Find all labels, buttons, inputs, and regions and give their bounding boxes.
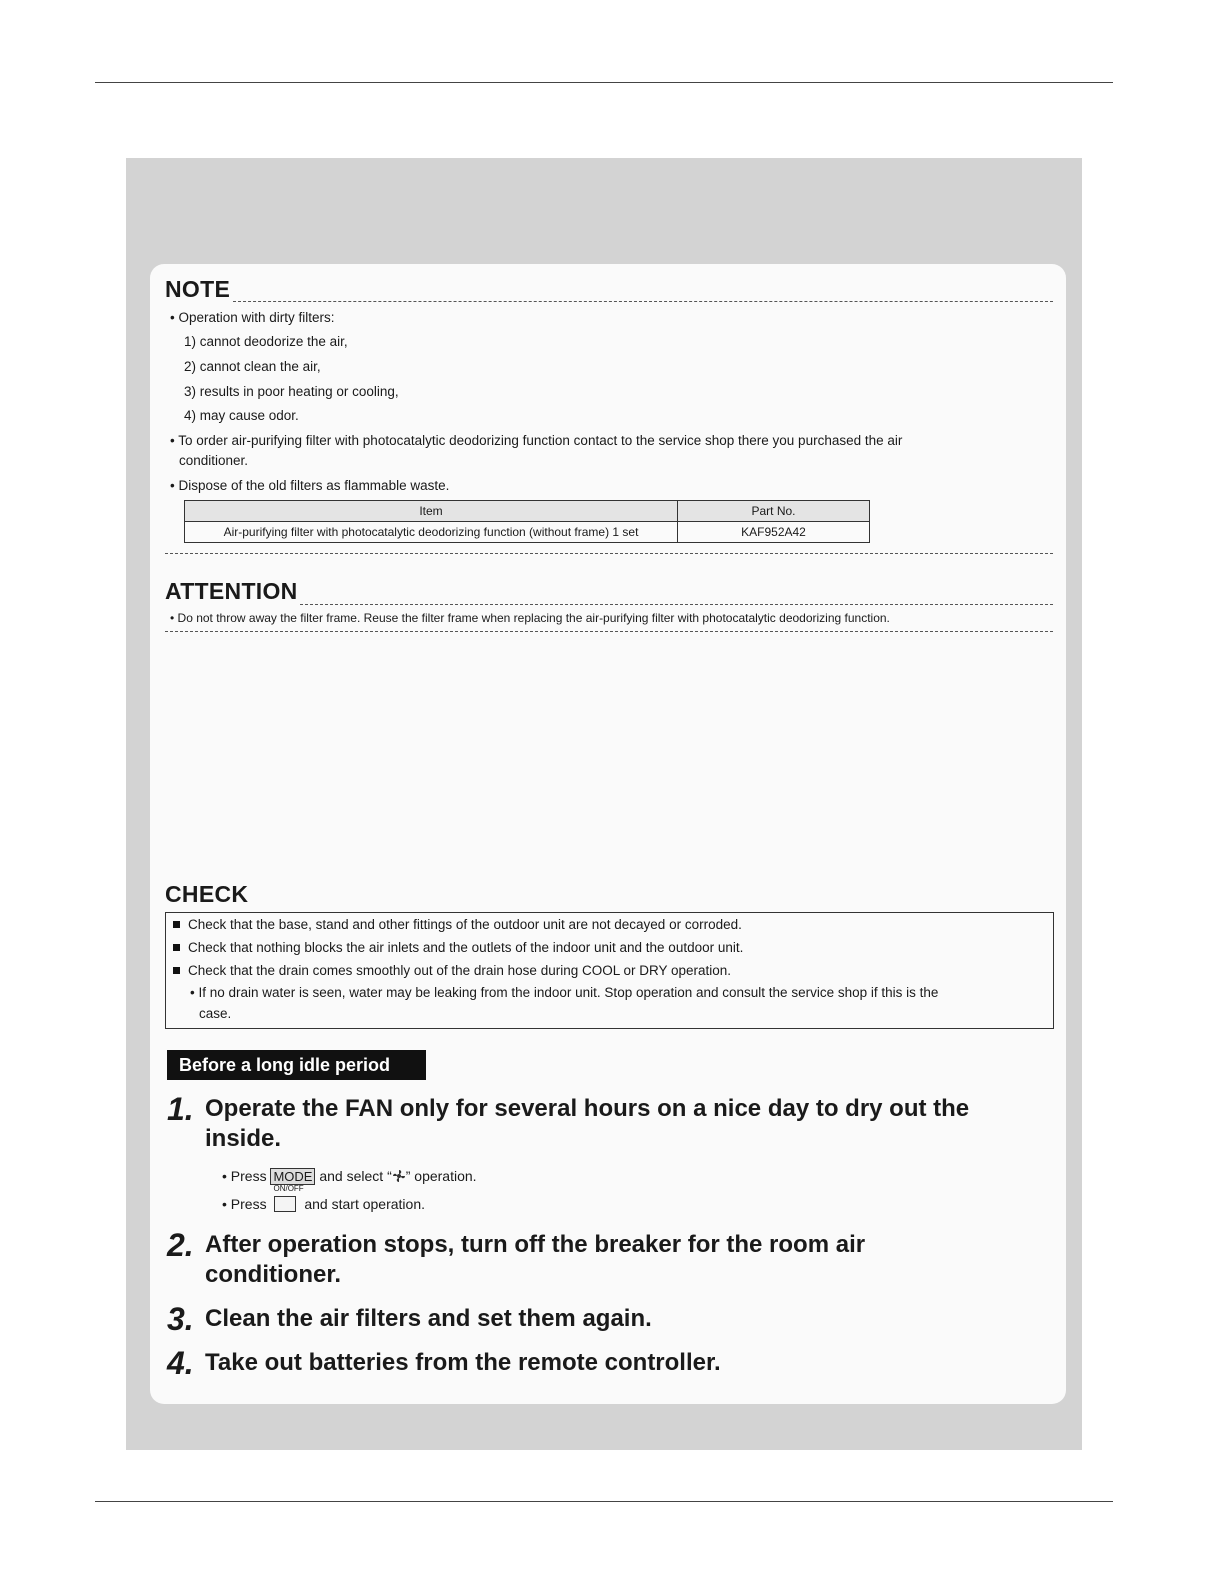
note-order-line2: conditioner. <box>179 453 249 468</box>
check-item-3-text: Check that the drain comes smoothly out of the drain hose during COOL or DRY operation. <box>188 963 732 978</box>
attention-text: • Do not throw away the filter frame. Reuse the filter frame when replacing the air-purifying filter with photocatalytic deodorizing function. <box>170 611 890 625</box>
step-2 <box>167 1227 866 1288</box>
table-cell-part: KAF952A42 <box>678 522 870 543</box>
bullet-square-icon <box>173 967 180 974</box>
note-dash-bottom <box>165 553 1053 554</box>
press-onoff-a: • Press <box>222 1196 267 1212</box>
step-4-number: 4. <box>167 1345 194 1381</box>
check-item-2-text: Check that nothing blocks the air inlets and the outlets of the indoor unit and the outdoor unit. <box>188 940 744 955</box>
step-3-number: 3. <box>167 1301 194 1337</box>
press-onoff-b: and start operation. <box>304 1196 425 1212</box>
press-mode-line <box>222 1166 477 1186</box>
mode-key: MODE <box>270 1168 315 1185</box>
top-rule <box>95 82 1113 83</box>
attention-title: ATTENTION <box>165 578 298 604</box>
table-cell-item: Air-purifying filter with photocatalytic deodorizing function (without frame) 1 set <box>185 522 678 543</box>
step-3-text: Clean the air filters and set them again. <box>205 1305 652 1332</box>
table-header-row <box>185 501 870 522</box>
step-4-text: Take out batteries from the remote controller. <box>205 1349 721 1376</box>
check-item-1 <box>173 915 742 935</box>
press-mode-b: and select “ <box>319 1168 392 1184</box>
table-row <box>185 522 870 543</box>
step-4 <box>167 1345 721 1382</box>
bullet-square-icon <box>173 944 180 951</box>
note-title: NOTE <box>165 276 231 302</box>
parts-table <box>184 500 870 543</box>
check-item-2 <box>173 938 743 958</box>
note-item-3: 3) results in poor heating or cooling, <box>184 384 399 399</box>
press-onoff-line <box>222 1184 425 1214</box>
attention-dash-bottom <box>165 631 1053 632</box>
press-mode-a: • Press <box>222 1168 267 1184</box>
step-3 <box>167 1301 652 1338</box>
note-dash-top <box>233 301 1053 302</box>
step-2-number: 2. <box>167 1227 194 1263</box>
fan-icon <box>392 1168 406 1184</box>
note-dispose: • Dispose of the old filters as flammable waste. <box>170 478 450 493</box>
table-header-part: Part No. <box>678 501 870 522</box>
note-item-2: 2) cannot clean the air, <box>184 359 321 374</box>
check-sub-line1: • If no drain water is seen, water may be leaking from the indoor unit. Stop operation and consult the service shop if this is the <box>190 985 939 1000</box>
attention-dash-top <box>300 604 1053 605</box>
check-sub-line2: case. <box>199 1006 232 1021</box>
idle-period-tag: Before a long idle period <box>167 1050 426 1080</box>
check-item-1-text: Check that the base, stand and other fittings of the outdoor unit are not decayed or corroded. <box>188 917 742 932</box>
onoff-label: ON/OFF <box>273 1184 304 1193</box>
step-1-text: Operate the FAN only for several hours on a nice day to dry out the inside. <box>205 1095 970 1152</box>
check-title: CHECK <box>165 881 249 907</box>
power-icon <box>273 1184 304 1212</box>
check-item-3 <box>173 961 731 981</box>
bottom-rule <box>95 1501 1113 1502</box>
table-header-item: Item <box>185 501 678 522</box>
note-order-line1: • To order air-purifying filter with photocatalytic deodorizing function contact to the service shop there you purchased the air <box>170 433 903 448</box>
note-lead: • Operation with dirty filters: <box>170 310 335 325</box>
step-2-text: After operation stops, turn off the breaker for the room air conditioner. <box>205 1231 866 1288</box>
step-1 <box>167 1091 970 1152</box>
press-mode-c: ” operation. <box>405 1168 477 1184</box>
bullet-square-icon <box>173 921 180 928</box>
note-item-4: 4) may cause odor. <box>184 408 299 423</box>
step-1-number: 1. <box>167 1091 194 1127</box>
note-item-1: 1) cannot deodorize the air, <box>184 334 348 349</box>
